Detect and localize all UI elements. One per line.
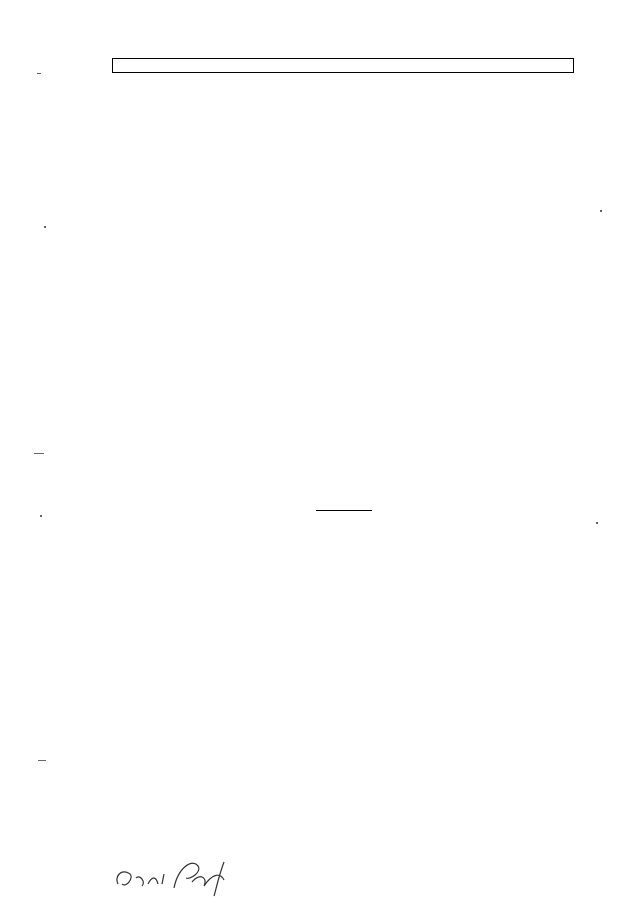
tariff-table xyxy=(112,58,574,73)
signature-stroke xyxy=(174,862,224,896)
signature xyxy=(112,848,242,898)
municipality-section xyxy=(113,59,574,73)
signature-stroke xyxy=(117,872,164,886)
margin-mark xyxy=(44,226,46,228)
margin-mark xyxy=(40,515,42,517)
margin-mark xyxy=(38,760,46,761)
separator-line xyxy=(316,510,372,511)
margin-mark xyxy=(596,522,598,524)
margin-mark xyxy=(600,210,602,212)
margin-mark xyxy=(37,73,41,74)
municipality-name xyxy=(113,59,574,73)
municipality-row xyxy=(113,59,574,73)
margin-mark xyxy=(34,453,44,454)
